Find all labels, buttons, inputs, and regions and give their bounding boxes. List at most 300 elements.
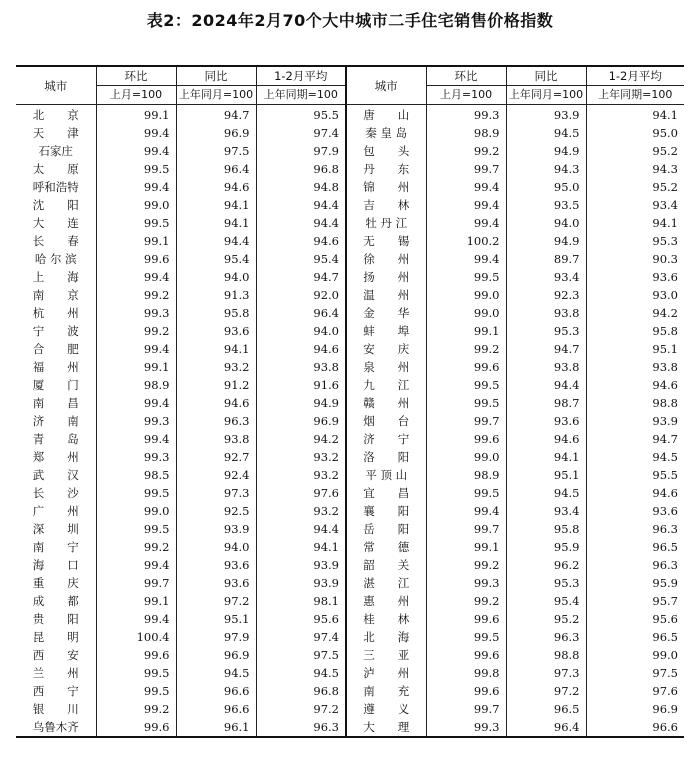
yoy-value: 92.7 <box>176 448 256 466</box>
table-row <box>16 664 684 682</box>
yoy-value: 94.0 <box>506 214 586 232</box>
mom-value: 99.4 <box>96 124 176 142</box>
city-name: 贵 阳 <box>16 610 96 628</box>
city-name: 天 津 <box>16 124 96 142</box>
avg-value: 93.9 <box>256 574 346 592</box>
avg-value: 95.6 <box>652 612 678 626</box>
table-row <box>16 124 684 142</box>
avg-value: 94.6 <box>256 340 346 358</box>
table-row <box>16 160 684 178</box>
mom-value: 99.1 <box>426 538 506 556</box>
mom-value: 99.2 <box>426 592 506 610</box>
mom-value: 99.0 <box>426 448 506 466</box>
avg-value: 93.6 <box>652 504 678 518</box>
mom-value: 99.6 <box>426 610 506 628</box>
mom-value: 99.5 <box>96 520 176 538</box>
yoy-value: 93.9 <box>176 520 256 538</box>
table-row <box>16 628 684 646</box>
yoy-value: 97.2 <box>506 682 586 700</box>
mom-value: 99.4 <box>426 214 506 232</box>
avg-value: 94.9 <box>256 394 346 412</box>
avg-value: 97.4 <box>256 628 346 646</box>
yoy-value: 94.6 <box>176 394 256 412</box>
yoy-value: 95.1 <box>176 610 256 628</box>
yoy-value: 96.4 <box>506 718 586 737</box>
avg-value: 94.5 <box>256 664 346 682</box>
table-row <box>16 304 684 322</box>
avg-value: 97.5 <box>256 646 346 664</box>
mom-value: 98.9 <box>426 466 506 484</box>
mom-value: 99.6 <box>96 250 176 268</box>
avg-value: 96.8 <box>256 160 346 178</box>
yoy-value: 95.9 <box>506 538 586 556</box>
mom-value: 99.6 <box>426 682 506 700</box>
table-row <box>16 286 684 304</box>
header-mom: 环比 <box>426 66 506 86</box>
city-name: 大 连 <box>16 214 96 232</box>
mom-value: 99.1 <box>96 592 176 610</box>
avg-value: 91.6 <box>256 376 346 394</box>
table-row <box>16 268 684 286</box>
avg-value: 97.4 <box>256 124 346 142</box>
city-name: 蚌 埠 <box>346 322 426 340</box>
yoy-value: 94.1 <box>176 196 256 214</box>
yoy-value: 97.3 <box>506 664 586 682</box>
avg-value: 95.5 <box>652 468 678 482</box>
city-name: 南 昌 <box>16 394 96 412</box>
avg-value: 96.3 <box>652 522 678 536</box>
mom-value: 99.2 <box>96 322 176 340</box>
mom-value: 99.6 <box>96 718 176 737</box>
avg-value: 94.1 <box>652 216 678 230</box>
header-city: 城市 <box>346 66 426 105</box>
table-row <box>16 340 684 358</box>
yoy-value: 94.7 <box>506 340 586 358</box>
avg-value: 93.2 <box>256 466 346 484</box>
avg-value: 94.8 <box>256 178 346 196</box>
city-name: 重 庆 <box>16 574 96 592</box>
avg-value: 93.8 <box>256 358 346 376</box>
yoy-value: 96.9 <box>176 124 256 142</box>
yoy-value: 93.4 <box>506 502 586 520</box>
avg-value: 93.9 <box>256 556 346 574</box>
mom-value: 99.5 <box>426 268 506 286</box>
city-name: 深 圳 <box>16 520 96 538</box>
header-avg-base: 上年同期=100 <box>256 86 346 105</box>
mom-value: 99.4 <box>96 430 176 448</box>
table-row <box>16 376 684 394</box>
avg-value: 94.4 <box>256 214 346 232</box>
avg-value: 94.1 <box>256 538 346 556</box>
table-row <box>16 196 684 214</box>
mom-value: 99.4 <box>96 610 176 628</box>
mom-value: 99.4 <box>96 340 176 358</box>
yoy-value: 93.6 <box>176 322 256 340</box>
yoy-value: 93.2 <box>176 358 256 376</box>
header-city: 城市 <box>16 66 96 105</box>
yoy-value: 96.3 <box>506 628 586 646</box>
city-name: 锦 州 <box>346 178 426 196</box>
city-name: 吉 林 <box>346 196 426 214</box>
city-name: 惠 州 <box>346 592 426 610</box>
yoy-value: 93.8 <box>176 430 256 448</box>
avg-value: 95.1 <box>652 342 678 356</box>
city-name: 太 原 <box>16 160 96 178</box>
city-name: 广 州 <box>16 502 96 520</box>
city-name: 西 宁 <box>16 682 96 700</box>
table-row <box>16 105 684 125</box>
city-name: 常 德 <box>346 538 426 556</box>
avg-value: 95.0 <box>652 126 678 140</box>
mom-value: 99.4 <box>426 196 506 214</box>
city-name: 遵 义 <box>346 700 426 718</box>
city-name: 三 亚 <box>346 646 426 664</box>
yoy-value: 93.8 <box>506 304 586 322</box>
yoy-value: 94.7 <box>176 105 256 125</box>
mom-value: 99.4 <box>96 142 176 160</box>
city-name: 杭 州 <box>16 304 96 322</box>
city-name: 长 春 <box>16 232 96 250</box>
avg-value: 97.6 <box>256 484 346 502</box>
mom-value: 99.7 <box>426 412 506 430</box>
mom-value: 99.2 <box>426 556 506 574</box>
mom-value: 99.2 <box>426 142 506 160</box>
city-name: 泸 州 <box>346 664 426 682</box>
city-name: 宁 波 <box>16 322 96 340</box>
avg-value: 95.2 <box>652 144 678 158</box>
yoy-value: 91.2 <box>176 376 256 394</box>
avg-value: 94.6 <box>652 378 678 392</box>
city-name: 哈 尔 滨 <box>16 250 96 268</box>
mom-value: 100.2 <box>426 232 506 250</box>
mom-value: 99.1 <box>96 358 176 376</box>
yoy-value: 89.7 <box>506 250 586 268</box>
yoy-value: 92.5 <box>176 502 256 520</box>
yoy-value: 94.9 <box>506 142 586 160</box>
mom-value: 99.5 <box>426 484 506 502</box>
avg-value: 94.6 <box>256 232 346 250</box>
yoy-value: 93.9 <box>506 105 586 125</box>
header-yoy: 同比 <box>506 66 586 86</box>
table-body <box>16 105 684 738</box>
city-name: 沈 阳 <box>16 196 96 214</box>
city-name: 丹 东 <box>346 160 426 178</box>
mom-value: 99.7 <box>426 520 506 538</box>
mom-value: 99.4 <box>96 268 176 286</box>
yoy-value: 94.1 <box>176 340 256 358</box>
avg-value: 94.7 <box>256 268 346 286</box>
mom-value: 99.4 <box>96 394 176 412</box>
table-row <box>16 700 684 718</box>
city-name: 兰 州 <box>16 664 96 682</box>
yoy-value: 96.1 <box>176 718 256 737</box>
mom-value: 99.2 <box>96 700 176 718</box>
yoy-value: 95.3 <box>506 574 586 592</box>
table-row <box>16 214 684 232</box>
avg-value: 93.4 <box>652 198 678 212</box>
city-name: 南 充 <box>346 682 426 700</box>
table-row <box>16 466 684 484</box>
mom-value: 99.7 <box>426 700 506 718</box>
mom-value: 99.1 <box>96 232 176 250</box>
city-name: 成 都 <box>16 592 96 610</box>
table-row <box>16 682 684 700</box>
city-name: 石家庄 <box>16 142 96 160</box>
table-row <box>16 394 684 412</box>
table-row <box>16 358 684 376</box>
avg-value: 97.6 <box>652 684 678 698</box>
yoy-value: 96.9 <box>176 646 256 664</box>
mom-value: 99.6 <box>96 646 176 664</box>
yoy-value: 96.4 <box>176 160 256 178</box>
city-name: 南 京 <box>16 286 96 304</box>
avg-value: 94.4 <box>256 520 346 538</box>
city-name: 北 海 <box>346 628 426 646</box>
city-name: 襄 阳 <box>346 502 426 520</box>
city-name: 合 肥 <box>16 340 96 358</box>
city-name: 海 口 <box>16 556 96 574</box>
mom-value: 99.7 <box>426 160 506 178</box>
header-mom-base: 上月=100 <box>96 86 176 105</box>
mom-value: 99.5 <box>96 214 176 232</box>
mom-value: 99.5 <box>426 628 506 646</box>
city-name: 包 头 <box>346 142 426 160</box>
yoy-value: 95.1 <box>506 466 586 484</box>
table-row <box>16 430 684 448</box>
mom-value: 99.4 <box>96 178 176 196</box>
city-name: 平 顶 山 <box>346 466 426 484</box>
city-name: 呼和浩特 <box>16 178 96 196</box>
avg-value: 94.3 <box>652 162 678 176</box>
mom-value: 99.1 <box>96 105 176 125</box>
table-row <box>16 412 684 430</box>
yoy-value: 94.5 <box>506 124 586 142</box>
city-name: 西 安 <box>16 646 96 664</box>
yoy-value: 97.9 <box>176 628 256 646</box>
yoy-value: 93.6 <box>176 556 256 574</box>
mom-value: 100.4 <box>96 628 176 646</box>
city-name: 赣 州 <box>346 394 426 412</box>
table-row <box>16 322 684 340</box>
avg-value: 95.8 <box>652 324 678 338</box>
yoy-value: 96.6 <box>176 682 256 700</box>
avg-value: 93.2 <box>256 502 346 520</box>
city-name: 扬 州 <box>346 268 426 286</box>
yoy-value: 95.8 <box>176 304 256 322</box>
yoy-value: 93.4 <box>506 268 586 286</box>
mom-value: 99.5 <box>96 160 176 178</box>
mom-value: 99.3 <box>96 448 176 466</box>
avg-value: 94.2 <box>256 430 346 448</box>
yoy-value: 94.1 <box>506 448 586 466</box>
city-name: 昆 明 <box>16 628 96 646</box>
yoy-value: 92.4 <box>176 466 256 484</box>
avg-value: 94.5 <box>652 450 678 464</box>
avg-value: 96.4 <box>256 304 346 322</box>
avg-value: 96.3 <box>256 718 346 737</box>
city-name: 济 南 <box>16 412 96 430</box>
city-name: 福 州 <box>16 358 96 376</box>
yoy-value: 93.5 <box>506 196 586 214</box>
yoy-value: 93.6 <box>506 412 586 430</box>
city-name: 秦 皇 岛 <box>346 124 426 142</box>
table-row <box>16 574 684 592</box>
mom-value: 99.5 <box>426 376 506 394</box>
table-row <box>16 520 684 538</box>
yoy-value: 94.5 <box>506 484 586 502</box>
city-name: 青 岛 <box>16 430 96 448</box>
mom-value: 99.5 <box>426 394 506 412</box>
table-row <box>16 718 684 737</box>
mom-value: 99.4 <box>426 250 506 268</box>
avg-value: 94.4 <box>256 196 346 214</box>
avg-value: 94.7 <box>652 432 678 446</box>
avg-value: 92.0 <box>256 286 346 304</box>
table-row <box>16 646 684 664</box>
city-name: 韶 关 <box>346 556 426 574</box>
city-name: 金 华 <box>346 304 426 322</box>
table-row <box>16 592 684 610</box>
city-name: 湛 江 <box>346 574 426 592</box>
mom-value: 99.2 <box>96 286 176 304</box>
avg-value: 96.3 <box>652 558 678 572</box>
avg-value: 96.6 <box>586 718 684 737</box>
avg-value: 98.8 <box>652 396 678 410</box>
city-name: 桂 林 <box>346 610 426 628</box>
city-name: 牡 丹 江 <box>346 214 426 232</box>
yoy-value: 94.4 <box>506 376 586 394</box>
mom-value: 99.6 <box>426 646 506 664</box>
table-row <box>16 250 684 268</box>
avg-value: 96.9 <box>652 702 678 716</box>
header-avg: 1-2月平均 <box>586 66 684 86</box>
avg-value: 99.0 <box>652 648 678 662</box>
city-name: 厦 门 <box>16 376 96 394</box>
mom-value: 98.5 <box>96 466 176 484</box>
avg-value: 94.0 <box>256 322 346 340</box>
yoy-value: 95.0 <box>506 178 586 196</box>
mom-value: 99.3 <box>426 105 506 125</box>
mom-value: 99.6 <box>426 430 506 448</box>
avg-value: 94.6 <box>652 486 678 500</box>
table-row <box>16 610 684 628</box>
yoy-value: 94.4 <box>176 232 256 250</box>
mom-value: 99.3 <box>96 304 176 322</box>
avg-value: 98.1 <box>256 592 346 610</box>
yoy-value: 95.4 <box>176 250 256 268</box>
city-name: 南 宁 <box>16 538 96 556</box>
mom-value: 99.2 <box>96 538 176 556</box>
city-name: 长 沙 <box>16 484 96 502</box>
yoy-value: 94.6 <box>176 178 256 196</box>
yoy-value: 95.4 <box>506 592 586 610</box>
city-name: 北 京 <box>16 105 96 125</box>
city-name: 上 海 <box>16 268 96 286</box>
mom-value: 99.0 <box>426 286 506 304</box>
avg-value: 93.8 <box>652 360 678 374</box>
yoy-value: 91.3 <box>176 286 256 304</box>
yoy-value: 97.2 <box>176 592 256 610</box>
city-name: 济 宁 <box>346 430 426 448</box>
mom-value: 99.4 <box>426 502 506 520</box>
table-row <box>16 502 684 520</box>
header-mom-base: 上月=100 <box>426 86 506 105</box>
yoy-value: 96.5 <box>506 700 586 718</box>
mom-value: 99.4 <box>426 178 506 196</box>
table-row <box>16 484 684 502</box>
avg-value: 95.6 <box>256 610 346 628</box>
yoy-value: 96.6 <box>176 700 256 718</box>
yoy-value: 93.8 <box>506 358 586 376</box>
mom-value: 99.3 <box>426 718 506 737</box>
avg-value: 93.0 <box>652 288 678 302</box>
yoy-value: 94.6 <box>506 430 586 448</box>
table-row <box>16 538 684 556</box>
mom-value: 99.2 <box>426 340 506 358</box>
avg-value: 94.1 <box>652 108 678 122</box>
city-name: 岳 阳 <box>346 520 426 538</box>
table-row <box>16 556 684 574</box>
avg-value: 95.5 <box>256 105 346 125</box>
avg-value: 95.2 <box>652 180 678 194</box>
avg-value: 96.5 <box>652 540 678 554</box>
yoy-value: 96.3 <box>176 412 256 430</box>
mom-value: 99.0 <box>426 304 506 322</box>
avg-value: 96.9 <box>256 412 346 430</box>
city-name: 唐 山 <box>346 105 426 125</box>
yoy-value: 95.2 <box>506 610 586 628</box>
mom-value: 99.5 <box>96 682 176 700</box>
avg-value: 97.9 <box>256 142 346 160</box>
avg-value: 94.2 <box>652 306 678 320</box>
yoy-value: 94.1 <box>176 214 256 232</box>
city-name: 泉 州 <box>346 358 426 376</box>
yoy-value: 94.9 <box>506 232 586 250</box>
city-name: 烟 台 <box>346 412 426 430</box>
city-name: 安 庆 <box>346 340 426 358</box>
avg-value: 97.2 <box>256 700 346 718</box>
avg-value: 93.9 <box>652 414 678 428</box>
yoy-value: 97.5 <box>176 142 256 160</box>
city-name: 银 川 <box>16 700 96 718</box>
city-name: 武 汉 <box>16 466 96 484</box>
yoy-value: 98.8 <box>506 646 586 664</box>
city-name: 徐 州 <box>346 250 426 268</box>
yoy-value: 95.8 <box>506 520 586 538</box>
header-yoy-base: 上年同月=100 <box>506 86 586 105</box>
mom-value: 99.3 <box>426 574 506 592</box>
yoy-value: 95.3 <box>506 322 586 340</box>
avg-value: 90.3 <box>652 252 678 266</box>
table-row <box>16 232 684 250</box>
table-row <box>16 448 684 466</box>
table-row <box>16 178 684 196</box>
city-name: 郑 州 <box>16 448 96 466</box>
city-name: 温 州 <box>346 286 426 304</box>
yoy-value: 97.3 <box>176 484 256 502</box>
city-name: 洛 阳 <box>346 448 426 466</box>
yoy-value: 94.0 <box>176 538 256 556</box>
yoy-value: 94.0 <box>176 268 256 286</box>
header-avg: 1-2月平均 <box>256 66 346 86</box>
mom-value: 99.3 <box>96 412 176 430</box>
mom-value: 98.9 <box>96 376 176 394</box>
avg-value: 95.7 <box>652 594 678 608</box>
header-yoy: 同比 <box>176 66 256 86</box>
yoy-value: 94.3 <box>506 160 586 178</box>
mom-value: 99.4 <box>96 556 176 574</box>
mom-value: 99.0 <box>96 502 176 520</box>
